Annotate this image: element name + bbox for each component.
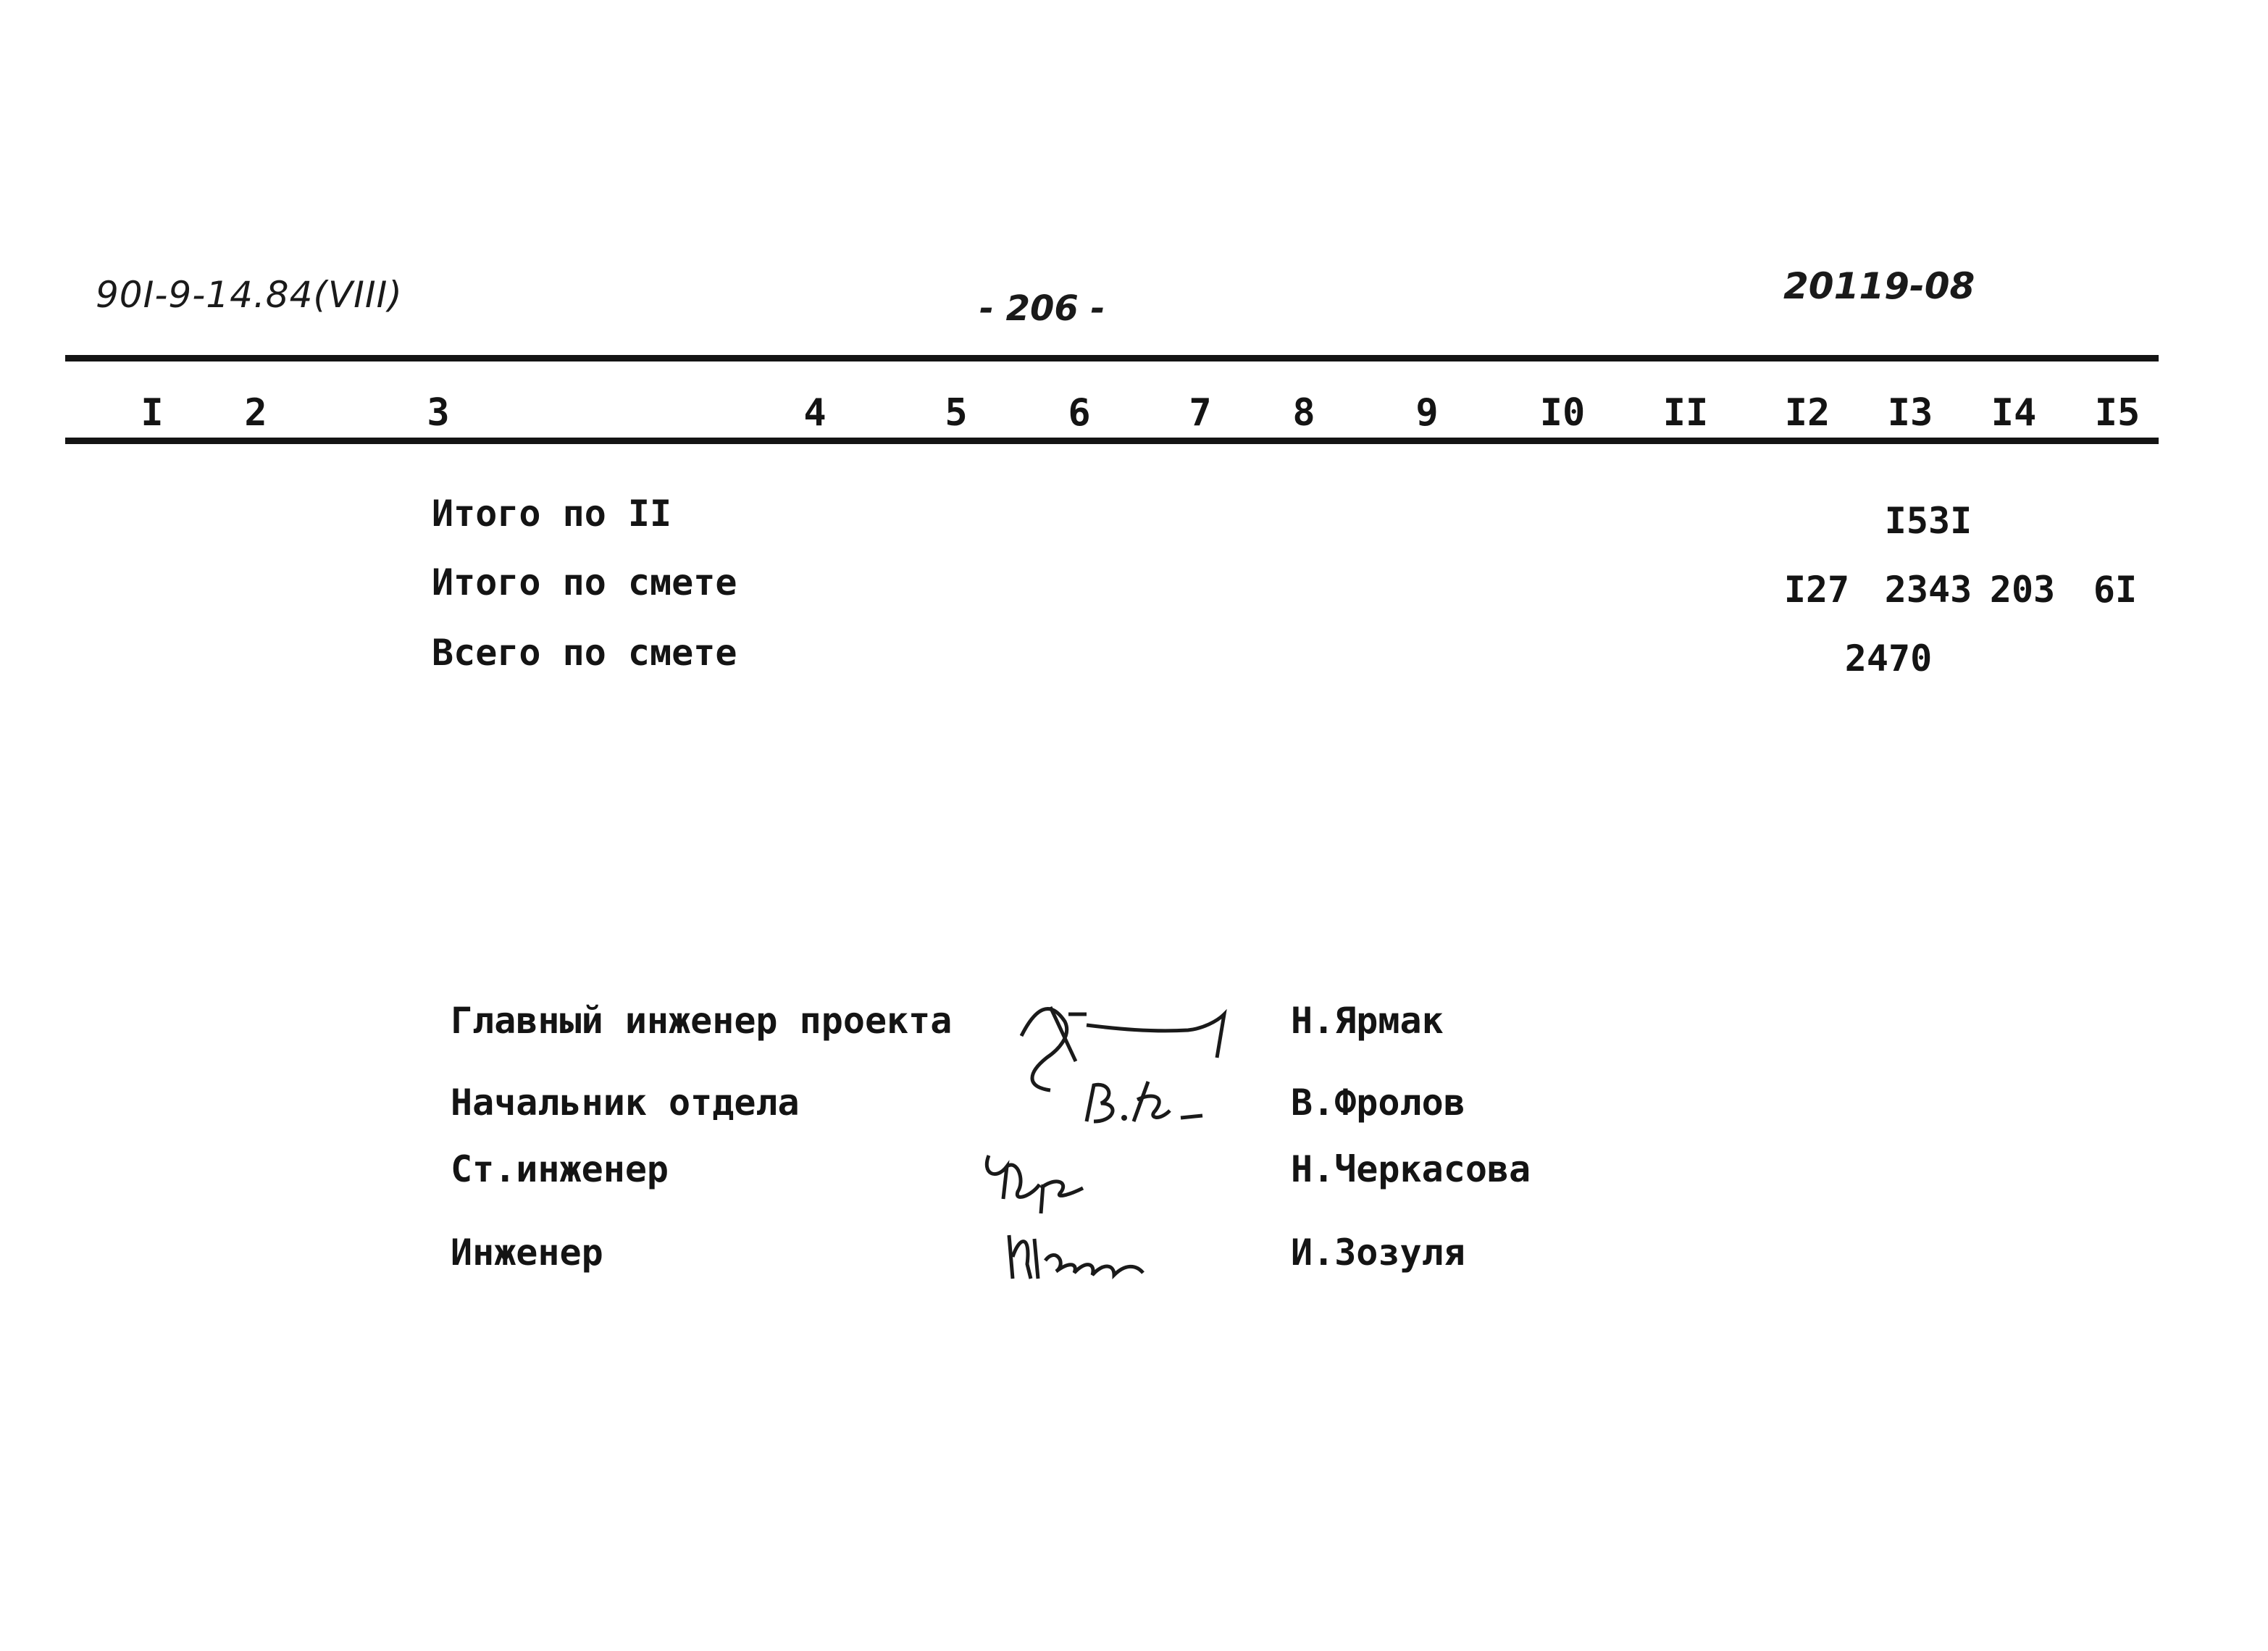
column-header: I3 [1887, 391, 1933, 435]
column-header: I [141, 391, 164, 435]
column-header: II [1662, 391, 1709, 435]
document-code: 90I-9-14.84(VIII) [96, 274, 403, 316]
signature-cherkasova-drawing [974, 1137, 1090, 1217]
row-value-col13: 2343 [1884, 569, 1972, 611]
row-label: Всего по смете [432, 632, 737, 674]
signatory-role: Инженер [451, 1232, 603, 1274]
column-header: I0 [1539, 391, 1586, 435]
column-header: I5 [2094, 391, 2141, 435]
row-value-col14: 203 [1989, 569, 2056, 611]
inventory-number: 20119-08 [1783, 265, 1975, 307]
column-header: I2 [1784, 391, 1830, 435]
signature-frolov-drawing [1072, 1071, 1217, 1136]
table-header-rule [65, 438, 2159, 444]
row-value-col15: 6I [2093, 569, 2138, 611]
handwritten-signature [998, 1221, 1158, 1303]
row-value-total: 2470 [1844, 638, 1933, 680]
row-label: Итого по смете [432, 561, 737, 603]
signatory-name: И.Зозуля [1291, 1232, 1465, 1274]
row-value-col13: I53I [1884, 500, 1972, 542]
table-top-rule [65, 355, 2159, 361]
handwritten-signature [1072, 1071, 1217, 1146]
page-number: - 206 - [979, 288, 1105, 329]
row-label: Итого по II [432, 493, 672, 535]
column-header: 9 [1415, 391, 1439, 435]
signatory-role: Главный инженер проекта [451, 1000, 953, 1042]
signatory-name: Н.Ярмак [1291, 1000, 1444, 1042]
column-header: I4 [1991, 391, 2037, 435]
column-header: 4 [803, 391, 827, 435]
column-header: 8 [1292, 391, 1315, 435]
column-header: 2 [244, 391, 267, 435]
signatory-name: В.Фролов [1291, 1082, 1465, 1124]
handwritten-signature [974, 1137, 1090, 1227]
signatory-name: Н.Черкасова [1291, 1148, 1531, 1190]
row-value-col12: I27 [1783, 569, 1850, 611]
signatory-role: Начальник отдела [451, 1082, 800, 1124]
column-header: 6 [1068, 391, 1091, 435]
signatory-role: Ст.инженер [451, 1148, 669, 1190]
signature-zozulya-drawing [998, 1221, 1158, 1293]
column-header: 5 [945, 391, 968, 435]
column-header: 3 [427, 391, 450, 435]
column-header: 7 [1189, 391, 1212, 435]
